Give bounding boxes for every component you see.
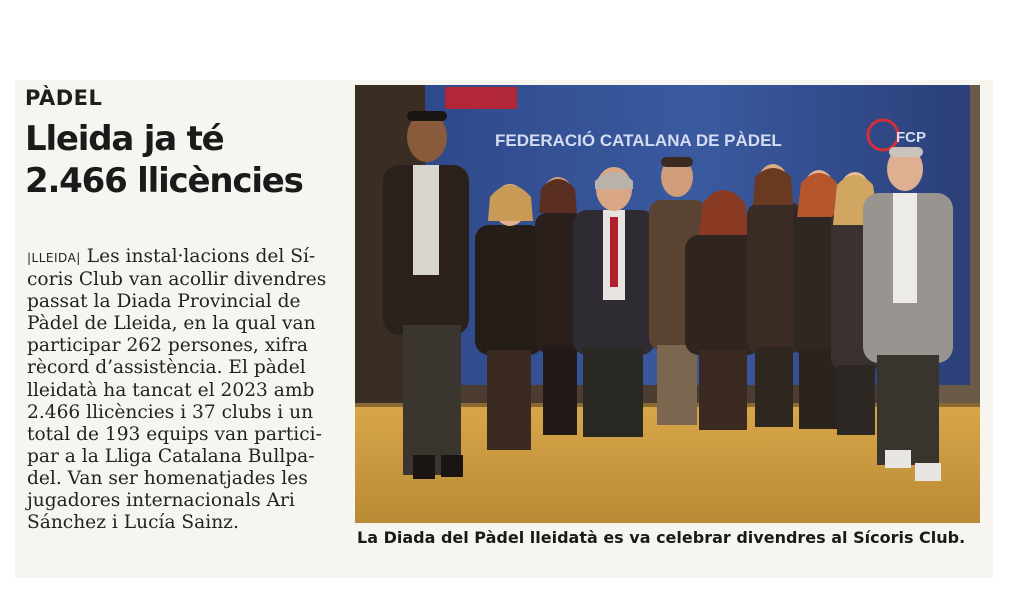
body-line: lleidatà ha tancat el 2023 amb [27, 379, 315, 401]
headline-line-1: Lleida ja té [25, 119, 224, 159]
body-line: passat la Diada Provincial de [27, 291, 301, 313]
body-line: coris Club van acollir divendres [27, 269, 327, 291]
body-line: del. Van ser homenatjades les [27, 467, 308, 489]
body-line: 2.466 llicències i 37 clubs i un [27, 401, 314, 423]
body-line: jugadores internacionals Ari [27, 490, 295, 512]
body-line: Pàdel de Lleida, en la qual van [27, 313, 316, 335]
group-photo [355, 85, 980, 523]
banner-text: FEDERACIÓ CATALANA DE PÀDEL [495, 131, 782, 150]
body-line: |LLEIDA| Les instal·lacions del Sí- [27, 246, 316, 267]
headline [25, 118, 345, 202]
body-line: Sánchez i Lucía Sainz. [27, 512, 239, 534]
photo-caption: La Diada del Pàdel lleidatà es va celebrar divendres al Sícoris Club. [357, 528, 966, 547]
section-label: PÀDEL [25, 86, 103, 110]
fcp-logo-text: FCP [896, 129, 926, 146]
headline-line-2: 2.466 llicències [25, 161, 303, 201]
article-body [27, 246, 331, 534]
group-photo-illustration [355, 85, 980, 523]
body-line: par a la Lliga Catalana Bullpa- [27, 445, 315, 467]
body-line: rècord d’assistència. El pàdel [27, 357, 306, 379]
body-line: total de 193 equips van partici- [27, 423, 322, 445]
location-tag: |LLEIDA| [27, 251, 81, 265]
body-line: participar 262 persones, xifra [27, 335, 309, 357]
